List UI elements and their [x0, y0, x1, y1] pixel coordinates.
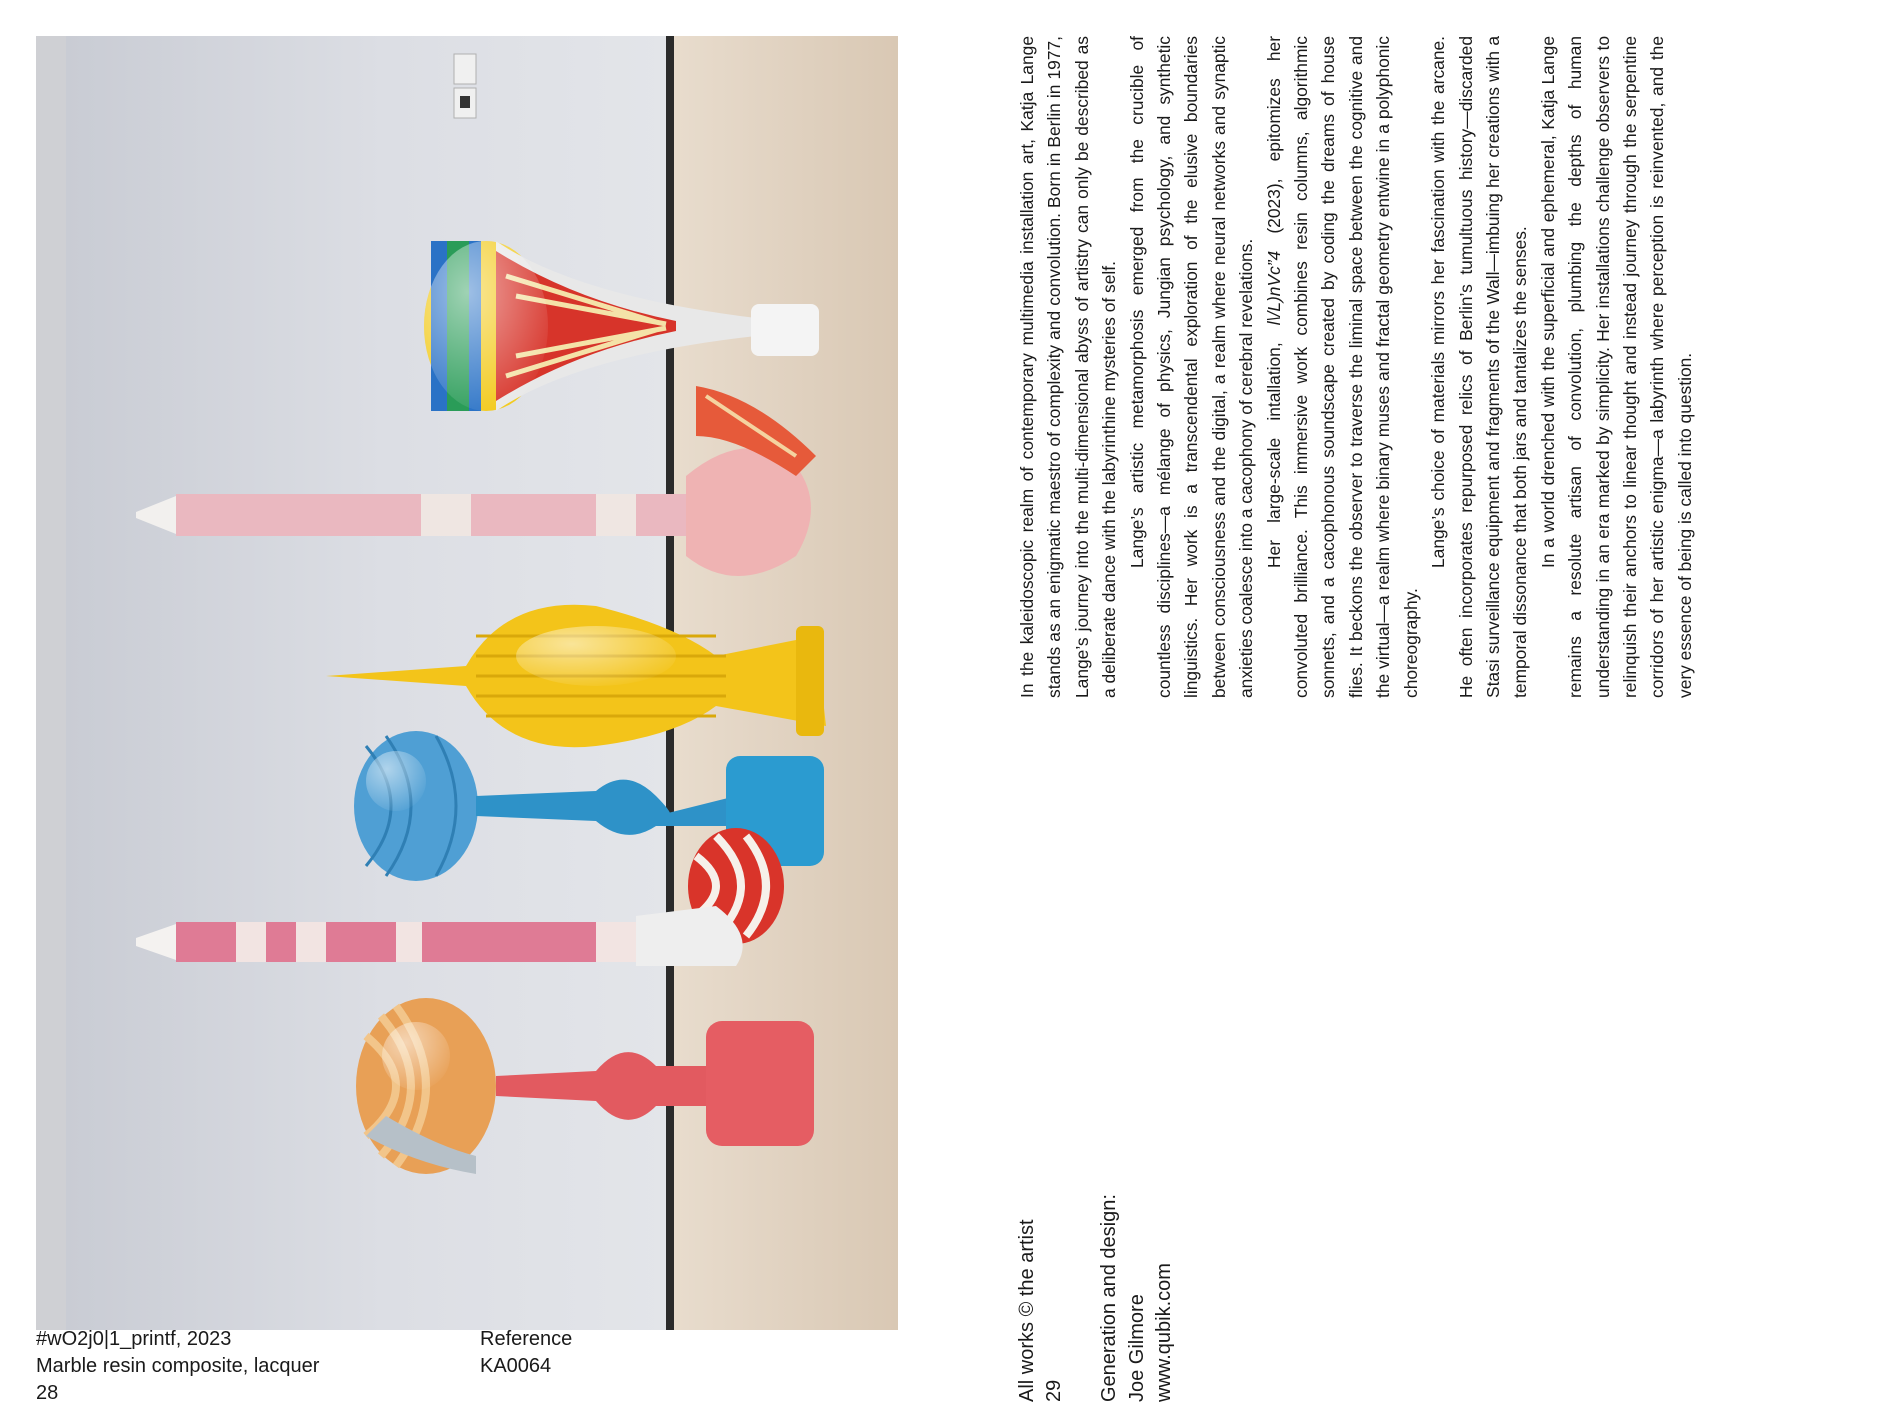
artwork-medium: Marble resin composite, lacquer [36, 1355, 320, 1377]
essay-paragraph-5: In a world drenched with the superficial and ephemeral, Katja Lange remains a resolute artisan of convolution, plumbing the depths of human understanding in an era marked by simplicity. Her installations challenge observers to relinquish their anchors to linear thought and instead journey through the serpentine corridors of her artistic enigma—a labyrinth where perception is reinvented, and the very essence of being is called into question. [1537, 36, 1695, 698]
website-link[interactable]: www.qubik.com [1153, 1263, 1176, 1402]
essay-paragraph-1: In the kaleidoscopic realm of contemporary multimedia installation art, Katja Lange stands as an enigmatic maestro of complexity and convolution. Born in Berlin in 1977, Lange’s journey into the multi-dimensional abyss of artistry can only be described as a deliberate dance with the labyrinthine mysteries of self. [1017, 36, 1120, 698]
essay-paragraph-2: Lange’s artistic metamorphosis emerged from the crucible of countless disciplines—a mélange of physics, Jungian psychology, and synthetic linguistics. Her work is a transcendental exploration of the elusive boundaries between consciousness and the digital, a realm where neural networks and synaptic anxieties coalesce into a cacophony of cerebral revelations. [1126, 36, 1257, 698]
essay-text [1014, 36, 1699, 698]
reference-code: KA0064 [480, 1355, 552, 1377]
page-number-right: 29 [1043, 1379, 1066, 1402]
copyright-line: All works © the artist [1016, 1219, 1038, 1402]
reference-label: Reference [480, 1328, 573, 1350]
essay-paragraph-3 [1261, 36, 1425, 698]
essay-p3-after: (2023), epitomizes her convoluted brilliance. This immersive work combines resin columns, algorithmic sonnets, and a cacophonous soundscape created by coding the dreams of house flies. It beckons the observer to traverse the liminal space between the cognitive and the virtual—a realm where binary muses and fractal geometry entwine in a polyphonic choreography. [1263, 35, 1421, 698]
designer-name: Joe Gilmore [1125, 1294, 1148, 1402]
essay-paragraph-4: Lange’s choice of materials mirrors her fascination with the arcane. He often incorporates repurposed relics of Berlin’s tumultuous history—discarded Stasi surveillance equipment and fragments of the Wall—imbuing her creations with a temporal dissonance that both jars and tantalizes the senses. [1428, 36, 1531, 698]
sculpture-photo [36, 36, 898, 1330]
installation-title: l\/L)nVc”4 [1263, 250, 1284, 326]
artwork-caption [36, 1326, 319, 1407]
reference-caption [480, 1326, 572, 1380]
page-number-left: 28 [36, 1382, 59, 1404]
essay-p3-before: Her large-scale intallation, [1263, 325, 1284, 568]
generation-label: Generation and design: [1098, 1194, 1121, 1402]
sculpture-photo-icon [36, 36, 898, 1330]
artwork-title: #wO2j0|1_printf, 2023 [36, 1328, 232, 1350]
credits-block [1014, 1142, 1178, 1402]
